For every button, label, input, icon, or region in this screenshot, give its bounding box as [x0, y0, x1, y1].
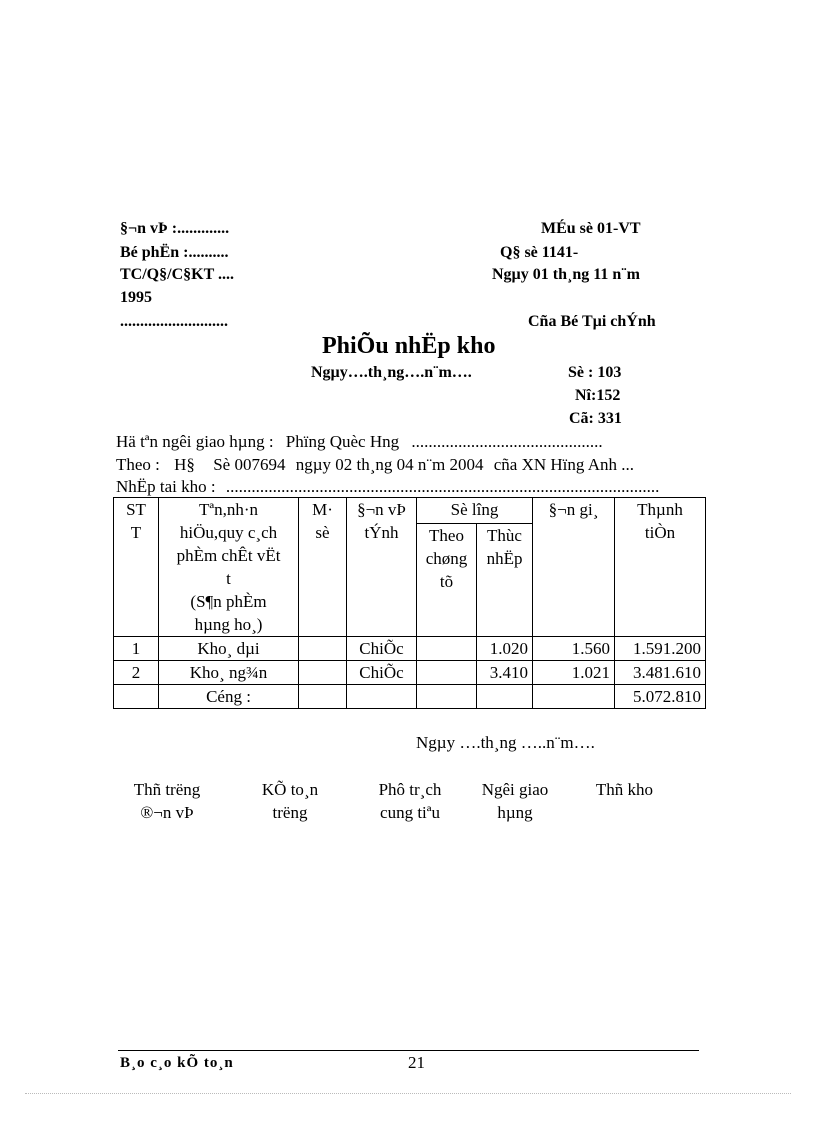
header-qty-actual: Thùc nhËp [477, 524, 533, 637]
page-number: 21 [408, 1053, 425, 1072]
header-stt: ST T [114, 498, 159, 637]
row-price: 1.560 [533, 637, 615, 661]
row-stt: 2 [114, 661, 159, 685]
signature-deliverer: Ngêi giao hµng [481, 780, 549, 822]
row-code [299, 661, 347, 685]
signature-date: Ngµy ….th¸ng …..n¨m…. [416, 733, 595, 752]
row-unit: ChiÕc [347, 661, 417, 685]
header-code: M· sè [299, 498, 347, 637]
table-row [114, 661, 706, 685]
decision-number: Q§ sè 1141- [500, 244, 579, 261]
unit-line: §¬n vÞ :............. [120, 220, 230, 237]
reference-doc: H§ [174, 455, 195, 474]
row-price: 1.021 [533, 661, 615, 685]
signature-unit-head: Thñ trëng ®¬n vÞ [133, 780, 201, 822]
table-header-row [114, 498, 706, 524]
reference-date: ngµy 02 th¸ng 04 n¨m 2004 [295, 455, 484, 474]
row-qty-doc [417, 661, 477, 685]
voucher-number: Sè : 103 [568, 364, 622, 381]
total-empty-cell [533, 685, 615, 709]
row-name: Kho¸ ng¾n [159, 661, 299, 685]
form-number: MÉu sè 01-VT [541, 220, 641, 237]
total-amount: 5.072.810 [615, 685, 706, 709]
row-qty-actual: 1.020 [477, 637, 533, 661]
reference-line [116, 455, 634, 475]
header-qty-doc: Theo chøng tõ [417, 524, 477, 637]
page-title: PhiÕu nhËp kho [322, 333, 496, 359]
row-amount: 1.591.200 [615, 637, 706, 661]
row-code [299, 637, 347, 661]
warehouse-label: NhËp tai kho : [116, 477, 216, 496]
decision-year-line: 1995 [120, 289, 152, 306]
deliverer-label: Hä tªn ngêi giao hµng : [116, 432, 274, 451]
total-empty-cell [477, 685, 533, 709]
decision-date: Ngµy 01 th¸ng 11 n¨m [492, 266, 640, 283]
row-unit: ChiÕc [347, 637, 417, 661]
warehouse-line [116, 477, 659, 497]
header-unit: §¬n vÞ tÝnh [347, 498, 417, 637]
header-quantity: Sè lîng [417, 498, 533, 524]
row-name: Kho¸ dµi [159, 637, 299, 661]
header-name: Tªn,nh·n hiÖu,quy c¸ch phÈm chÊt vËt t (S¶n phÈm hµng ho¸) [159, 498, 299, 637]
header-amount: Thµnh tiÒn [615, 498, 706, 637]
row-stt: 1 [114, 637, 159, 661]
total-label: Céng : [159, 685, 299, 709]
dots-line: ........................... [120, 313, 228, 330]
signature-storekeeper: Thñ kho [595, 780, 654, 799]
signature-chief-accountant: KÕ to¸n trëng [261, 780, 319, 822]
total-empty-cell [417, 685, 477, 709]
deliverer-line [116, 432, 603, 452]
deliverer-dots: ............................................. [411, 432, 603, 451]
footer-rule [118, 1050, 699, 1051]
page-edge-divider [25, 1093, 791, 1094]
row-qty-doc [417, 637, 477, 661]
table-row [114, 637, 706, 661]
deliverer-value: Phïng Quèc Hng [285, 432, 400, 451]
title-date-line: Ngµy….th¸ng….n¨m…. [311, 364, 472, 381]
total-empty-cell [347, 685, 417, 709]
footer-title: B¸o c¸o kÕ to¸n [120, 1055, 234, 1071]
total-empty-cell [299, 685, 347, 709]
reference-label: Theo : [116, 455, 160, 474]
reference-number: Sè 007694 [213, 455, 286, 474]
reference-org: cña XN Hïng Anh ... [493, 455, 634, 474]
warehouse-dots: ...................................................................................................... [225, 477, 660, 496]
total-empty-cell [114, 685, 159, 709]
debit-account: Nî:152 [575, 387, 621, 404]
credit-account: Cã: 331 [569, 410, 622, 427]
ministry: Cña Bé Tµi chÝnh [528, 313, 656, 330]
receipt-table [113, 497, 706, 709]
header-price: §¬n gi¸ [533, 498, 615, 637]
signature-supply-officer: Phô tr¸ch cung tiªu [378, 780, 442, 822]
decision-ref-line: TC/Q§/C§KT .... [120, 266, 234, 283]
total-row [114, 685, 706, 709]
department-line: Bé phËn :.......... [120, 244, 229, 261]
row-qty-actual: 3.410 [477, 661, 533, 685]
row-amount: 3.481.610 [615, 661, 706, 685]
